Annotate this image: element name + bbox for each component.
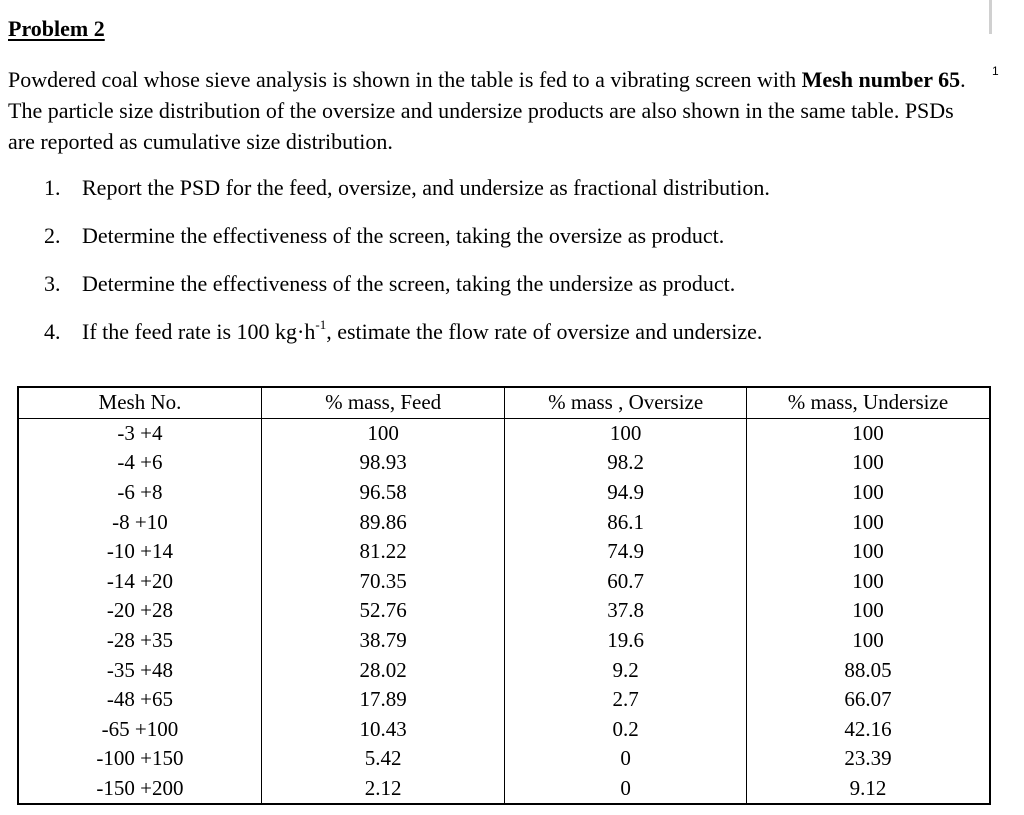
question-number: 2. [44, 223, 61, 248]
question-item-1 [44, 172, 770, 220]
cell-feed: 2.12 [261, 774, 504, 805]
cell-feed: 38.79 [261, 626, 504, 656]
cell-undersize: 100 [746, 596, 990, 626]
question-text-after: , estimate the flow rate of oversize and undersize. [326, 319, 763, 344]
cell-undersize: 100 [746, 626, 990, 656]
cell-oversize: 74.9 [505, 537, 747, 567]
table-row [18, 715, 990, 745]
margin-mark: 1 [992, 64, 999, 78]
table-row [18, 744, 990, 774]
question-item-3 [44, 268, 770, 316]
table-row [18, 655, 990, 685]
question-text: Determine the effectiveness of the screen, taking the undersize as product. [82, 271, 736, 296]
cell-mesh-no: -20 +28 [18, 596, 261, 626]
table-row [18, 537, 990, 567]
cell-oversize: 98.2 [505, 448, 747, 478]
problem-statement [8, 64, 976, 157]
cell-feed: 100 [261, 418, 504, 448]
statement-text-2: . The particle size distribution of the oversize and undersize products are also shown in the same table. PSDs are reported as cumulative size distribution. [8, 67, 966, 154]
cell-feed: 89.86 [261, 507, 504, 537]
cell-mesh-no: -65 +100 [18, 715, 261, 745]
table-row [18, 774, 990, 805]
question-text-before: If the feed rate is 100 kg·h [82, 319, 316, 344]
cell-feed: 81.22 [261, 537, 504, 567]
cell-mesh-no: -10 +14 [18, 537, 261, 567]
question-text [82, 316, 762, 364]
question-number: 3. [44, 271, 61, 296]
cell-oversize: 37.8 [505, 596, 747, 626]
cell-mesh-no: -3 +4 [18, 418, 261, 448]
cell-mesh-no: -48 +65 [18, 685, 261, 715]
table-body [18, 418, 990, 804]
cell-mesh-no: -100 +150 [18, 744, 261, 774]
question-item-2 [44, 220, 770, 268]
cell-undersize: 9.12 [746, 774, 990, 805]
cell-oversize: 19.6 [505, 626, 747, 656]
cell-undersize: 42.16 [746, 715, 990, 745]
cell-feed: 10.43 [261, 715, 504, 745]
question-number: 4. [44, 319, 61, 344]
cell-oversize: 100 [505, 418, 747, 448]
cell-oversize: 2.7 [505, 685, 747, 715]
cell-oversize: 86.1 [505, 507, 747, 537]
cell-feed: 98.93 [261, 448, 504, 478]
cell-oversize: 0 [505, 744, 747, 774]
cell-feed: 96.58 [261, 478, 504, 508]
scrollbar[interactable] [989, 0, 992, 34]
header-mesh-no: Mesh No. [18, 387, 261, 418]
question-text: Report the PSD for the feed, oversize, and undersize as fractional distribution. [82, 175, 770, 200]
sieve-analysis-table [17, 386, 991, 805]
cell-undersize: 100 [746, 418, 990, 448]
cell-oversize: 9.2 [505, 655, 747, 685]
question-text: Determine the effectiveness of the screen, taking the oversize as product. [82, 223, 725, 248]
cell-feed: 17.89 [261, 685, 504, 715]
table-header-row [18, 387, 990, 418]
header-oversize: % mass , Oversize [505, 387, 747, 418]
question-item-4 [44, 316, 770, 364]
cell-mesh-no: -14 +20 [18, 567, 261, 597]
cell-mesh-no: -35 +48 [18, 655, 261, 685]
cell-undersize: 100 [746, 537, 990, 567]
question-number: 1. [44, 175, 61, 200]
cell-feed: 70.35 [261, 567, 504, 597]
cell-feed: 52.76 [261, 596, 504, 626]
cell-mesh-no: -8 +10 [18, 507, 261, 537]
statement-bold-mesh: Mesh number 65 [801, 67, 961, 92]
table-row [18, 567, 990, 597]
cell-undersize: 88.05 [746, 655, 990, 685]
cell-mesh-no: -6 +8 [18, 478, 261, 508]
cell-undersize: 100 [746, 448, 990, 478]
header-feed: % mass, Feed [261, 387, 504, 418]
question-superscript: -1 [315, 316, 327, 332]
header-undersize: % mass, Undersize [746, 387, 990, 418]
cell-mesh-no: -28 +35 [18, 626, 261, 656]
cell-undersize: 100 [746, 507, 990, 537]
table-row [18, 626, 990, 656]
table-row [18, 448, 990, 478]
cell-mesh-no: -150 +200 [18, 774, 261, 805]
table-row [18, 596, 990, 626]
cell-undersize: 23.39 [746, 744, 990, 774]
cell-undersize: 100 [746, 478, 990, 508]
cell-undersize: 100 [746, 567, 990, 597]
cell-mesh-no: -4 +6 [18, 448, 261, 478]
cell-oversize: 0 [505, 774, 747, 805]
table-row [18, 685, 990, 715]
table-row [18, 418, 990, 448]
cell-undersize: 66.07 [746, 685, 990, 715]
table-row [18, 478, 990, 508]
question-list [44, 172, 770, 364]
cell-oversize: 94.9 [505, 478, 747, 508]
cell-oversize: 0.2 [505, 715, 747, 745]
cell-feed: 28.02 [261, 655, 504, 685]
cell-oversize: 60.7 [505, 567, 747, 597]
table-row [18, 507, 990, 537]
statement-text-1: Powdered coal whose sieve analysis is shown in the table is fed to a vibrating screen with [8, 67, 802, 92]
problem-title: Problem 2 [8, 16, 105, 41]
cell-feed: 5.42 [261, 744, 504, 774]
